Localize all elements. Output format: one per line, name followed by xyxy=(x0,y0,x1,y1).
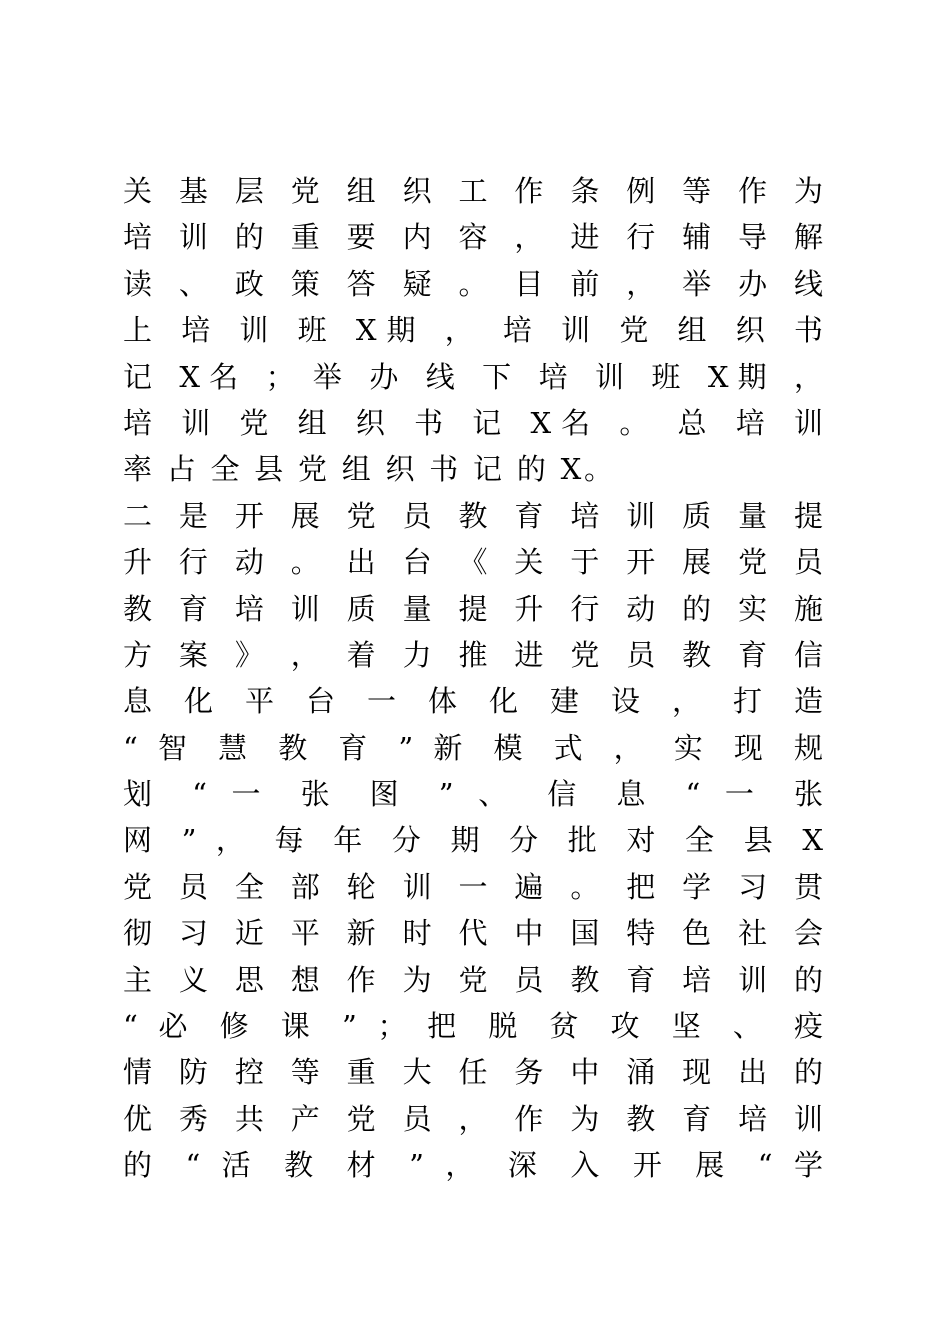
text-line-17: 彻 习 近 平 新 时 代 中 国 特 色 社 会 xyxy=(123,916,823,950)
text-line-18: 主 义 思 想 作 为 党 员 教 育 培 训 的 xyxy=(123,963,823,997)
text-line-1: 关 基 层 党 组 织 工 作 条 例 等 作 为 xyxy=(123,174,823,208)
text-line-14: 划 “ 一 张 图 ” 、 信 息 “ 一 张 xyxy=(123,777,823,811)
text-line-9: 升 行 动 。 出 台 《 关 于 开 展 党 员 xyxy=(123,545,823,579)
text-line-7: 率 占 全 县 党 组 织 书 记 的 X。 xyxy=(123,452,613,486)
text-line-20: 情 防 控 等 重 大 任 务 中 涌 现 出 的 xyxy=(123,1055,823,1089)
text-line-5: 记 X名 ； 举 办 线 下 培 训 班 X期 ， xyxy=(123,360,823,394)
text-line-11: 方 案 》 ， 着 力 推 进 党 员 教 育 信 xyxy=(123,638,823,672)
text-line-8: 二 是 开 展 党 员 教 育 培 训 质 量 提 xyxy=(123,499,823,533)
text-line-15: 网 ” ， 每 年 分 期 分 批 对 全 县 X xyxy=(123,823,823,857)
text-line-16: 党 员 全 部 轮 训 一 遍 。 把 学 习 贯 xyxy=(123,870,823,904)
text-line-13: “ 智 慧 教 育 ” 新 模 式 ， 实 现 规 xyxy=(123,731,823,765)
text-line-22: 的 “ 活 教 材 ” ， 深 入 开 展 “ 学 xyxy=(123,1148,823,1182)
text-line-3: 读 、 政 策 答 疑 。 目 前 ， 举 办 线 xyxy=(123,267,823,301)
text-line-2: 培 训 的 重 要 内 容 ， 进 行 辅 导 解 xyxy=(123,220,823,254)
text-line-19: “ 必 修 课 ” ； 把 脱 贫 攻 坚 、 疫 xyxy=(123,1009,823,1043)
text-line-21: 优 秀 共 产 党 员 ， 作 为 教 育 培 训 xyxy=(123,1102,823,1136)
text-line-10: 教 育 培 训 质 量 提 升 行 动 的 实 施 xyxy=(123,592,823,626)
text-line-6: 培 训 党 组 织 书 记 X名 。 总 培 训 xyxy=(123,406,823,440)
text-line-4: 上 培 训 班 X期 ， 培 训 党 组 织 书 xyxy=(123,313,823,347)
text-line-12: 息 化 平 台 一 体 化 建 设 ， 打 造 xyxy=(123,684,823,718)
